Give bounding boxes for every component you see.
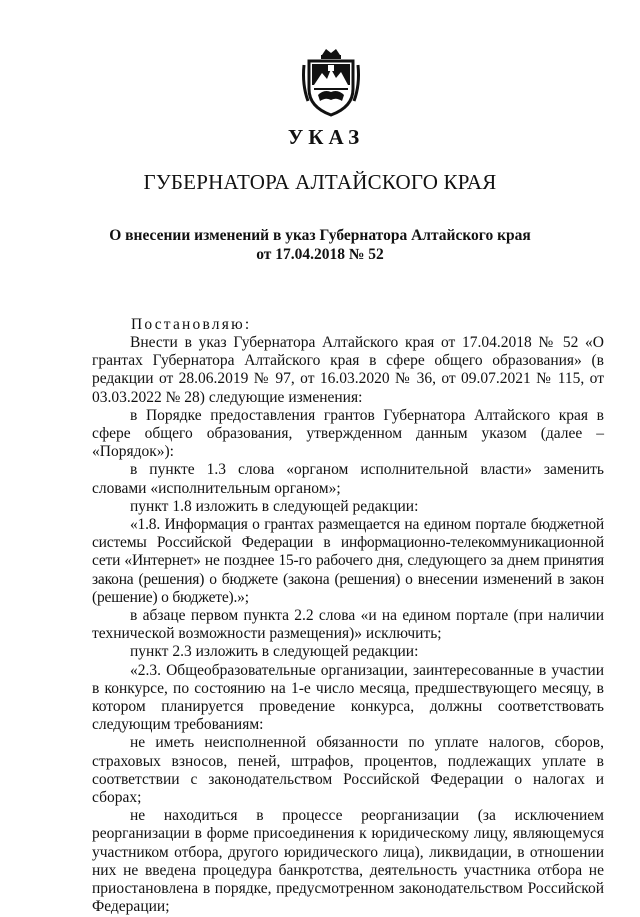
paragraph: Внести в указ Губернатора Алтайского края от 17.04.2018 № 52 «О грантах Губернатора Алтайского края в сфере общего образования» (в редакции от 28.06.2019 № 97, от 16.03.2020 № 36, от 09.07.2021 № 115, от 03.03.2022 № 28) следующие изменения: [92,334,604,406]
paragraph: пункт 2.3 изложить в следующей редакции: [130,643,419,661]
paragraph: пункт 1.8 изложить в следующей редакции: [130,497,419,515]
paragraph: в пункте 1.3 слова «органом исполнительной власти» заменить словами «исполнительным органом»; [92,461,604,497]
subject-line-1: О внесении изменений в указ Губернатора Алтайского края [109,227,531,244]
paragraph: в абзаце первом пункта 2.2 слова «и на едином портале (при наличии технической возможности размещения)» исключить; [92,607,604,643]
paragraph: в Порядке предоставления грантов Губернатора Алтайского края в сфере общего образования, утвержденном данным указом (далее – «Порядок»): [92,406,604,461]
paragraph: не находиться в процессе реорганизации (за исключением реорганизации в форме присоединения к юридическому лицу, являющемуся участником отбора, другого юридического лица), ликвидации, в отношении них не введена процедура банкротства, деятельность участника отбора не приостановлена в порядке, предусмотренном законодательством Российской Федерации; [92,807,604,916]
decree-word: Постановляю: [131,316,252,333]
paragraph: «1.8. Информация о грантах размещается на едином портале бюджетной системы Российской Федерации в информационно-телекоммуникационной сети «Интернет» не позднее 15-го рабочего дня, следующего за днем принятия закона (решения) о бюджете (закона (решения) о внесении изменений в закон (решение) о бюджете).»; [92,516,604,606]
subject-line-2: от 17.04.2018 № 52 [256,246,384,263]
coat-of-arms-icon [300,45,362,119]
paragraph: «2.3. Общеобразовательные организации, заинтересованные в участии в конкурсе, по состоянию на 1-е число месяца, предшествующего месяцу, в котором планируется проведение конкурса, должны соответствовать следующим требованиям: [92,661,604,734]
decree-title: УКАЗ [287,125,365,149]
decree-subject [0,226,640,264]
decree-body [92,334,604,917]
paragraph: не иметь неисполненной обязанности по уплате налогов, сборов, страховых взносов, пеней, штрафов, процентов, подлежащих уплате в соответствии с законодательством Российской Федерации о налогах и сборах; [92,734,604,807]
authority-title: ГУБЕРНАТОРА АЛТАЙСКОГО КРАЯ [143,170,497,194]
